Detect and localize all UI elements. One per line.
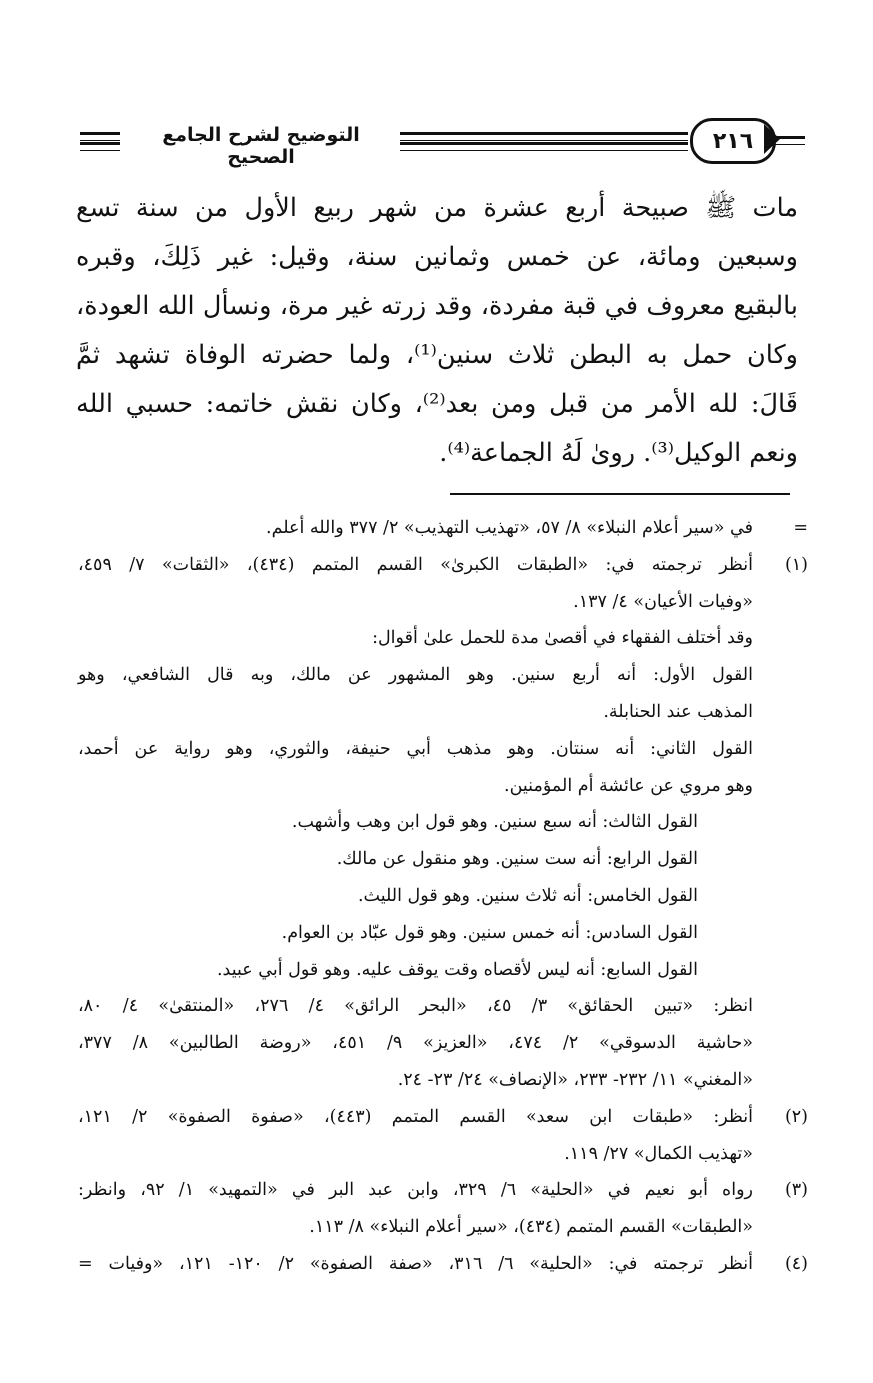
running-header: [70, 118, 805, 168]
footnote-line: في «سير أعلام النبلاء» ٨/ ٥٧، «تهذيب التهذيب» ٢/ ٣٧٧ والله أعلم.: [266, 518, 753, 538]
main-line: وسبعين ومائة، عن خمس وثمانين سنة، وقيل: غير ذَلِكَ، وقبره: [76, 242, 798, 272]
main-line: مات ﷺ صبيحة أربع عشرة من شهر ربيع الأول من سنة تسع: [76, 193, 798, 223]
footnote-marker: (٤): [784, 1253, 808, 1274]
footnote-4: [78, 1246, 808, 1283]
footnote-line: القول الخامس: أنه ثلاث سنين. وهو قول الليث.: [357, 885, 698, 906]
main-paragraph: [76, 184, 798, 478]
header-rule-right: [767, 136, 805, 145]
footnote-line: القول الثاني: أنه سنتان. وهو مذهب أبي حنيفة، والثوري، وهو رواية عن أحمد،: [78, 738, 753, 759]
footnote-line: رواه أبو نعيم في «الحلية» ٦/ ٣٢٩، وابن عبد البر في «التمهيد» ١/ ٩٢، وانظر:: [78, 1180, 753, 1201]
footnote-3: [78, 1172, 808, 1246]
footnote-2: [78, 1099, 808, 1173]
main-line: ونعم الوكيل⁽³⁾. روىٰ لَهُ الجماعة⁽⁴⁾.: [439, 438, 798, 468]
running-title: التوضيح لشرح الجامع الصحيح: [162, 124, 360, 168]
main-line: وكان حمل به البطن ثلاث سنين⁽¹⁾، ولما حضرته الوفاة تشهد ثمَّ: [76, 340, 798, 370]
footnote-line: «الطبقات» القسم المتمم (٤٣٤)، «سير أعلام النبلاء» ٨/ ١١٣.: [309, 1217, 753, 1238]
footnote-continuation: [78, 510, 808, 547]
footnote-marker: (١): [784, 554, 808, 575]
footnote-separator: [450, 493, 790, 495]
continuation-marker: =: [793, 518, 808, 538]
main-line: قَالَ: لله الأمر من قبل ومن بعد⁽²⁾، وكان نقش خاتمه: حسبي الله: [76, 389, 798, 419]
footnote-line: «وفيات الأعيان» ٤/ ١٣٧.: [573, 591, 753, 612]
footnote-line: وهو مروي عن عائشة أم المؤمنين.: [504, 775, 753, 796]
footnotes: [78, 510, 808, 1283]
footnote-line: «المغني» ١١/ ٢٣٢- ٢٣٣، «الإنصاف» ٢٤/ ٢٣- ٢٤.: [397, 1069, 753, 1090]
header-rule-left-bottom: [80, 142, 120, 151]
header-rule-left-top: [80, 132, 120, 141]
footnote-line: انظر: «تبين الحقائق» ٣/ ٤٥، «البحر الرائق» ٤/ ٢٧٦، «المنتقىٰ» ٤/ ٨٠،: [78, 996, 754, 1017]
footnote-line: القول الأول: أنه أربع سنين. وهو المشهور عن مالك، وبه قال الشافعي، وهو: [78, 665, 753, 686]
footnote-line: «حاشية الدسوقي» ٢/ ٤٧٤، «العزيز» ٩/ ٤٥١، «روضة الطالبين» ٨/ ٣٧٧،: [78, 1033, 753, 1054]
footnote-1: [78, 547, 808, 1099]
footnote-line: أنظر: «طبقات ابن سعد» القسم المتمم (٤٤٣)، «صفوة الصفوة» ٢/ ١٢١،: [78, 1106, 753, 1127]
footnote-line: القول الرابع: أنه ست سنين. وهو منقول عن مالك.: [336, 849, 698, 870]
footnote-line: القول السادس: أنه خمس سنين. وهو قول عبّاد بن العوام.: [281, 922, 698, 943]
footnote-line: القول السابع: أنه ليس لأقصاه وقت يوقف عليه. وهو قول أبي عبيد.: [216, 959, 698, 980]
main-line: بالبقيع معروف في قبة مفردة، وقد زرته غير مرة، ونسأل الله العودة،: [76, 291, 798, 321]
footnote-line: «تهذيب الكمال» ٢٧/ ١١٩.: [564, 1143, 753, 1164]
footnote-marker: (٣): [784, 1180, 808, 1201]
page-number: ٢١٦: [712, 128, 754, 154]
footnote-marker: (٢): [784, 1106, 808, 1127]
footnote-line: القول الثالث: أنه سبع سنين. وهو قول ابن وهب وأشهب.: [291, 812, 698, 833]
header-rule-middle-bottom: [400, 142, 688, 151]
footnote-line: أنظر ترجمته في: «الحلية» ٦/ ٣١٦، «صفة الصفوة» ٢/ ١٢٠- ١٢١، «وفيات =: [78, 1253, 753, 1274]
footnote-line: المذهب عند الحنابلة.: [603, 701, 753, 722]
header-rule-middle-top: [400, 132, 688, 141]
footnote-line: وقد أختلف الفقهاء في أقصىٰ مدة للحمل علىٰ أقوال:: [372, 628, 753, 649]
footnote-line: أنظر ترجمته في: «الطبقات الكبرىٰ» القسم المتمم (٤٣٤)، «الثقات» ٧/ ٤٥٩،: [78, 554, 753, 575]
